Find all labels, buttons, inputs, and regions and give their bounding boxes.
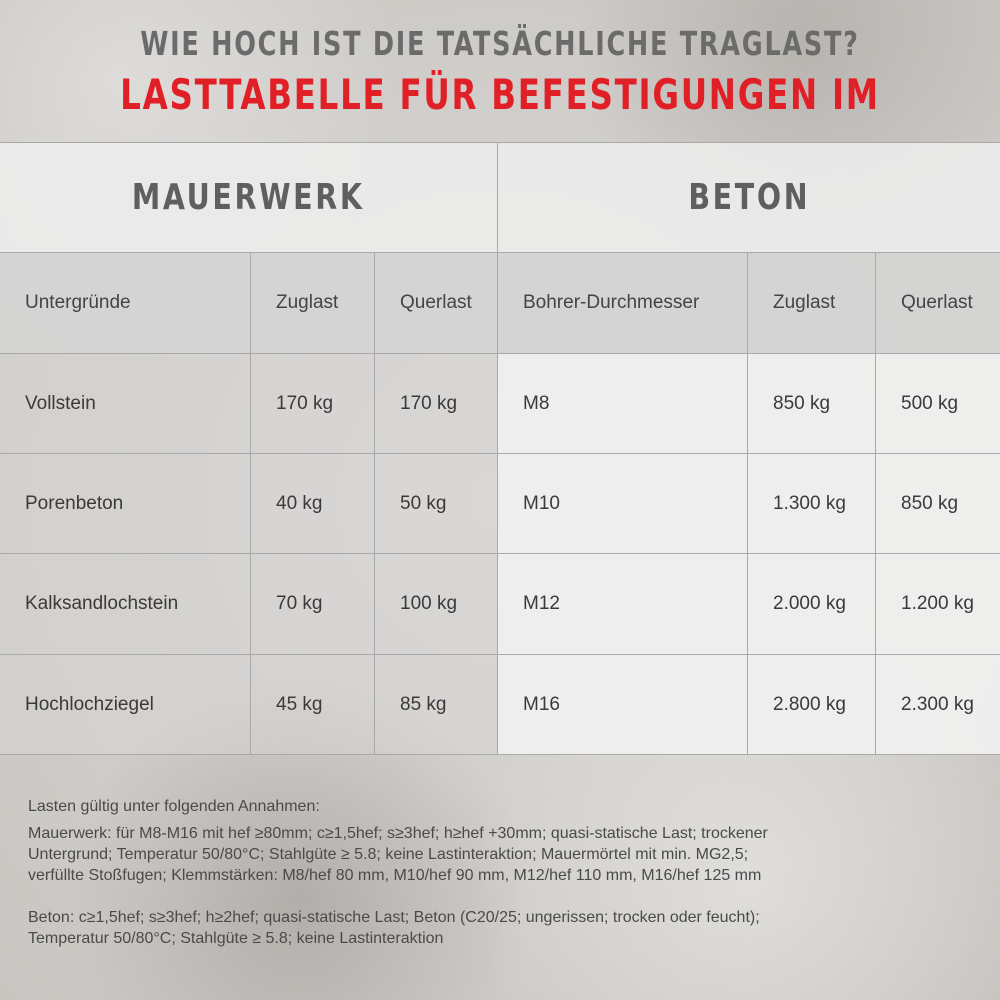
column-header-diameter: Bohrer-Durchmesser [498,253,748,354]
column-header-concrete-tension: Zuglast [748,253,876,354]
table-cell-concrete-shear: 500 kg [876,354,1000,454]
table-cell-concrete-shear: 850 kg [876,454,1000,554]
table-cell-substrate: Kalksandlochstein [0,554,251,655]
group-header-masonry-label: MAUERWERK [132,177,365,218]
table-cell-substrate: Hochlochziegel [0,655,251,755]
table-cell-diameter: M16 [498,655,748,755]
table-cell-masonry-tension: 170 kg [251,354,375,454]
table-cell-masonry-tension: 45 kg [251,655,375,755]
notes-concrete-line: Beton: c≥1,5hef; s≥3hef; h≥2hef; quasi-statische Last; Beton (C20/25; ungerissen; trocken oder feucht); [28,909,760,926]
group-header-concrete [498,142,1000,253]
group-header-concrete-label: BETON [688,177,810,218]
page-header [0,0,1000,140]
table-cell-masonry-tension: 40 kg [251,454,375,554]
column-header-masonry-shear: Querlast [375,253,498,354]
table-cell-masonry-shear: 100 kg [375,554,498,655]
notes-masonry-line: verfüllte Stoßfugen; Klemmstärken: M8/hef 80 mm, M10/hef 90 mm, M12/hef 110 mm, M16/hef 125 mm [28,867,762,884]
table-cell-diameter: M10 [498,454,748,554]
assumptions-notes [28,796,978,949]
table-cell-concrete-shear: 1.200 kg [876,554,1000,655]
notes-heading: Lasten gültig unter folgenden Annahmen: [28,798,320,815]
table-cell-masonry-shear: 50 kg [375,454,498,554]
table-cell-concrete-tension: 850 kg [748,354,876,454]
table-cell-masonry-tension: 70 kg [251,554,375,655]
page-title: LASTTABELLE FÜR BEFESTIGUNGEN IM [120,70,880,119]
notes-spacer [28,886,978,907]
notes-concrete-line: Temperatur 50/80°C; Stahlgüte ≥ 5.8; keine Lastinteraktion [28,930,444,947]
notes-masonry-line: Untergrund; Temperatur 50/80°C; Stahlgüte ≥ 5.8; keine Lastinteraktion; Mauermörtel mit min. MG2,5; [28,846,749,863]
group-header-masonry [0,142,498,253]
table-cell-masonry-shear: 170 kg [375,354,498,454]
table-cell-substrate: Porenbeton [0,454,251,554]
column-header-concrete-shear: Querlast [876,253,1000,354]
table-cell-concrete-tension: 2.800 kg [748,655,876,755]
notes-masonry-line: Mauerwerk: für M8-M16 mit hef ≥80mm; c≥1,5hef; s≥3hef; h≥hef +30mm; quasi-statische Last; trockener [28,825,768,842]
table-cell-diameter: M12 [498,554,748,655]
table-cell-concrete-shear: 2.300 kg [876,655,1000,755]
column-header-masonry-tension: Zuglast [251,253,375,354]
table-cell-masonry-shear: 85 kg [375,655,498,755]
table-cell-concrete-tension: 1.300 kg [748,454,876,554]
table-cell-substrate: Vollstein [0,354,251,454]
table-cell-diameter: M8 [498,354,748,454]
column-header-substrate: Untergründe [0,253,251,354]
page-subtitle: WIE HOCH IST DIE TATSÄCHLICHE TRAGLAST? [140,24,860,63]
table-cell-concrete-tension: 2.000 kg [748,554,876,655]
